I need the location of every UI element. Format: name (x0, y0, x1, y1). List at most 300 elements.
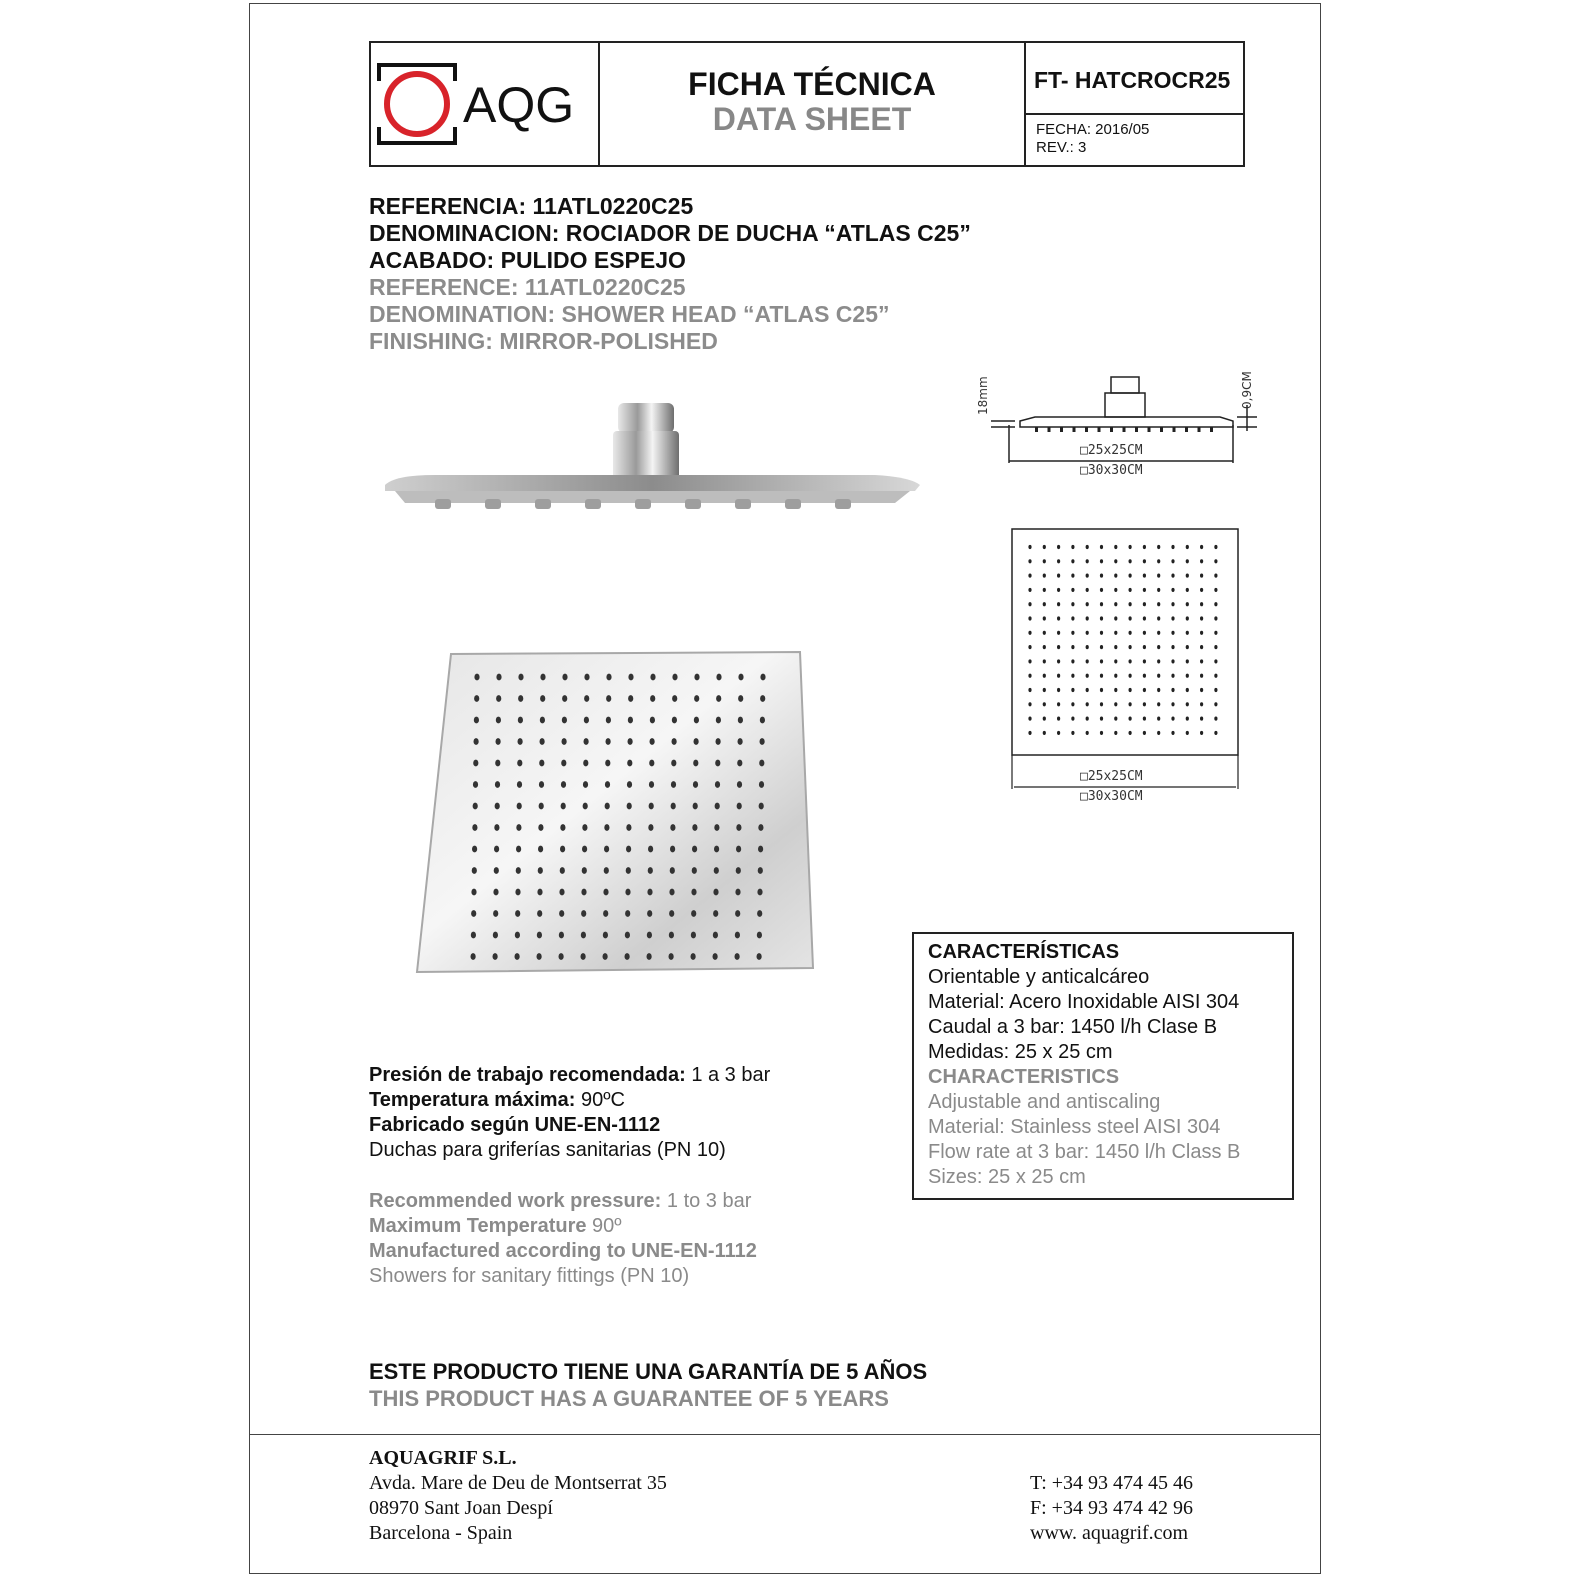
nozzle-dot (670, 867, 675, 874)
nozzle-dot (1057, 545, 1060, 549)
nozzle-dot (691, 932, 696, 939)
height-label: 18mm (976, 376, 990, 415)
nozzle-dot (584, 717, 589, 724)
nozzle-dot (562, 674, 567, 681)
top-inner-label: □25x25CM (1080, 769, 1143, 784)
nozzle-dot (669, 910, 674, 917)
nozzle-dot (692, 846, 697, 853)
nozzle-dot (606, 674, 611, 681)
phone: T: +34 93 474 45 46 (1030, 1472, 1194, 1494)
website-link[interactable]: www. aquagrif.com (1030, 1522, 1189, 1544)
footer-address (369, 1446, 667, 1546)
usage-es: Duchas para griferías sanitarias (PN 10) (369, 1139, 726, 1161)
nozzle-dot (1057, 659, 1060, 663)
document-date: FECHA: 2016/05 (1036, 121, 1150, 138)
nozzle-dot (584, 695, 589, 702)
nozzle-dot (647, 910, 652, 917)
nozzle-dot (713, 953, 718, 960)
nozzle-dot (735, 932, 740, 939)
nozzle-dot (1157, 631, 1160, 635)
nozzle-dot (516, 867, 521, 874)
nozzle-dot (1057, 574, 1060, 578)
nozzle-dot (1100, 674, 1103, 678)
nozzle-dot (1143, 674, 1146, 678)
specs-en (369, 1189, 757, 1289)
nozzle-dot (494, 824, 499, 831)
nozzle-dot (625, 889, 630, 896)
top-technical-drawing (1010, 527, 1250, 817)
nozzle-dot (1186, 602, 1189, 606)
finish-en: FINISHING: MIRROR-POLISHED (369, 328, 718, 354)
pressure-value-en: 1 to 3 bar (661, 1190, 752, 1212)
nozzle-dot (1114, 588, 1117, 592)
nozzle-dot (495, 803, 500, 810)
nozzle-dot (540, 695, 545, 702)
nozzle-dot (713, 910, 718, 917)
nozzle-dot (1214, 631, 1217, 635)
specs-es (369, 1063, 770, 1163)
nozzle-dot (540, 717, 545, 724)
nozzle-dot (1028, 588, 1031, 592)
nozzle-dot (494, 867, 499, 874)
nozzle-dot (1200, 731, 1203, 735)
nozzle-mark (1173, 427, 1176, 432)
nozzle-dot (1071, 645, 1074, 649)
nozzle-dot (562, 695, 567, 702)
nozzle-dot (1028, 717, 1031, 721)
nozzle-dot (715, 760, 720, 767)
nozzle-dot (604, 867, 609, 874)
nozzle-dot (1129, 631, 1132, 635)
nozzle-dot (1057, 717, 1060, 721)
nozzle-dot (539, 781, 544, 788)
nozzle-dot (714, 846, 719, 853)
nozzle-dot (628, 717, 633, 724)
nozzle-dot (1100, 588, 1103, 592)
nozzle-dot (649, 760, 654, 767)
nozzle-dot (649, 803, 654, 810)
nozzle-dot (518, 717, 523, 724)
nozzle-dot (669, 932, 674, 939)
nozzle-dot (1100, 574, 1103, 578)
nozzle-dot (473, 803, 478, 810)
nozzle-dot (515, 953, 520, 960)
nozzle-dot (1214, 616, 1217, 620)
nozzle-dot (538, 846, 543, 853)
footer-divider (249, 1434, 1321, 1435)
nozzle-dot (1043, 688, 1046, 692)
characteristic-es-item: Medidas: 25 x 25 cm (928, 1041, 1113, 1063)
nozzle-dot (1028, 602, 1031, 606)
nozzle-dot (672, 695, 677, 702)
nozzle-dot (1043, 659, 1046, 663)
nozzle-mark (1048, 427, 1051, 432)
nozzle-dot (760, 738, 765, 745)
nozzle-dot (1086, 731, 1089, 735)
nozzle-mark (1035, 427, 1038, 432)
nozzle-dot (692, 867, 697, 874)
nozzle-dot (1071, 574, 1074, 578)
nozzle-dot (1071, 674, 1074, 678)
nozzle-dot (493, 953, 498, 960)
nozzle-dot (1157, 602, 1160, 606)
nozzle-dot (1028, 659, 1031, 663)
nozzle-dot (1071, 659, 1074, 663)
nozzle-dot (1171, 602, 1174, 606)
nozzle-dot (1171, 559, 1174, 563)
spec-block (369, 193, 971, 355)
nozzle-dot (1171, 702, 1174, 706)
nozzle-dot (1114, 717, 1117, 721)
nozzle-dot (1129, 674, 1132, 678)
nozzle-dot (1057, 674, 1060, 678)
nozzle-dot (1157, 688, 1160, 692)
nozzle-dot (738, 674, 743, 681)
nozzle-dot (694, 717, 699, 724)
nozzle-dot (1143, 631, 1146, 635)
nozzle-dot (1071, 616, 1074, 620)
nozzle-dot (1129, 702, 1132, 706)
nozzle-dot (560, 867, 565, 874)
nozzle-dot (1214, 574, 1217, 578)
nozzle-dot (1157, 702, 1160, 706)
name-es: DENOMINACION: ROCIADOR DE DUCHA “ATLAS C25” (369, 220, 971, 246)
nozzle-dot (649, 781, 654, 788)
address-line: Avda. Mare de Deu de Montserrat 35 (369, 1472, 667, 1494)
nozzle-dot (1114, 631, 1117, 635)
nozzle-dot (604, 824, 609, 831)
nozzle-dot (650, 717, 655, 724)
nozzle-dot (1214, 602, 1217, 606)
nozzle-dot (1157, 574, 1160, 578)
nozzle-dot (584, 738, 589, 745)
nozzle-dot (605, 803, 610, 810)
nozzle-dot (650, 695, 655, 702)
nozzle-dot (1143, 717, 1146, 721)
nozzle-dot (1129, 717, 1132, 721)
nozzle-dot (1086, 588, 1089, 592)
title-es: FICHA TÉCNICA (688, 66, 936, 102)
nozzle-dot (496, 674, 501, 681)
nozzle-dot (669, 889, 674, 896)
nozzle-dot (760, 674, 765, 681)
nozzle-dot (1143, 645, 1146, 649)
nozzle-dot (474, 717, 479, 724)
nozzle-dot (648, 824, 653, 831)
nozzle-dot (670, 824, 675, 831)
nozzle-dot (1043, 631, 1046, 635)
nozzle-dot (1071, 631, 1074, 635)
nozzle-dot (603, 889, 608, 896)
nozzle-dot (493, 910, 498, 917)
nozzle-dot (1143, 559, 1146, 563)
nozzle-dot (516, 824, 521, 831)
nozzle-dot (758, 824, 763, 831)
nozzle-dot (1157, 545, 1160, 549)
nozzle-dot (1114, 645, 1117, 649)
nozzle-dot (561, 781, 566, 788)
nozzle-dot (1114, 674, 1117, 678)
nozzle-dot (1129, 645, 1132, 649)
nozzle-dot (493, 932, 498, 939)
nozzle-dot (1057, 602, 1060, 606)
nozzle-dot (672, 674, 677, 681)
nozzle-dot (471, 889, 476, 896)
nozzle-dot (1028, 674, 1031, 678)
nozzle-dot (603, 932, 608, 939)
nozzle-dot (1214, 717, 1217, 721)
nozzle-dot (1200, 659, 1203, 663)
characteristic-en-item: Flow rate at 3 bar: 1450 l/h Class B (928, 1141, 1241, 1163)
nozzle-dot (1171, 588, 1174, 592)
nozzle-dot (691, 910, 696, 917)
nozzle-dot (471, 953, 476, 960)
nozzle-dot (670, 846, 675, 853)
nozzle-dot (1214, 559, 1217, 563)
nozzle-dot (1129, 731, 1132, 735)
side-inner-label: □25x25CM (1080, 443, 1143, 458)
nozzle-dot (603, 910, 608, 917)
nozzle-dot (1171, 545, 1174, 549)
nozzle-dot (496, 695, 501, 702)
temp-label-en: Maximum Temperature (369, 1215, 587, 1237)
nozzle-dot (1086, 688, 1089, 692)
nozzle-dot (471, 932, 476, 939)
nozzle-dot (583, 781, 588, 788)
nozzle-dot (516, 846, 521, 853)
nozzle-dot (1043, 574, 1046, 578)
nozzle-dot (1100, 545, 1103, 549)
nozzle-mark (1160, 427, 1163, 432)
nozzle-dot (1186, 702, 1189, 706)
nozzle-dot (693, 760, 698, 767)
nozzle-dot (474, 738, 479, 745)
nozzle-dot (757, 953, 762, 960)
characteristic-en-item: Adjustable and antiscaling (928, 1091, 1161, 1113)
nozzle-dot (1129, 659, 1132, 663)
nozzle-dot (716, 738, 721, 745)
nozzle-dot (713, 932, 718, 939)
nozzle-dot (583, 803, 588, 810)
nozzle-mark (1185, 427, 1188, 432)
nozzle-dot (714, 867, 719, 874)
nozzle-dot (1057, 731, 1060, 735)
nozzle-dot (693, 803, 698, 810)
top-outer-label: □30x30CM (1080, 789, 1143, 804)
nozzle-dot (1157, 645, 1160, 649)
nozzle-dot (472, 846, 477, 853)
nozzle-dot (583, 760, 588, 767)
nozzle-dot (1071, 545, 1074, 549)
nozzle-dot (625, 953, 630, 960)
nozzle-dot (1186, 731, 1189, 735)
nozzle-dot (1086, 702, 1089, 706)
nozzle-dot (582, 824, 587, 831)
nozzle-dot (1043, 588, 1046, 592)
nozzle-dot (1186, 717, 1189, 721)
nozzle-dot (1157, 674, 1160, 678)
nozzle-mark (1098, 427, 1101, 432)
nozzle-dot (495, 781, 500, 788)
nozzle-dot (606, 738, 611, 745)
nozzle-dot (472, 867, 477, 874)
ref-es: REFERENCIA: 11ATL0220C25 (369, 193, 694, 219)
nozzle-dot (1143, 602, 1146, 606)
nozzle-dot (1028, 631, 1031, 635)
nozzle-dot (1043, 645, 1046, 649)
nozzle-dot (1086, 616, 1089, 620)
nozzle-dot (1214, 702, 1217, 706)
nozzle-dot (1143, 702, 1146, 706)
nozzle-dot (1028, 559, 1031, 563)
characteristics-title-en: CHARACTERISTICS (928, 1066, 1120, 1088)
nozzle-dot (1129, 559, 1132, 563)
nozzle-dot (1214, 645, 1217, 649)
nozzle-dot (1100, 659, 1103, 663)
nozzle-dot (1114, 559, 1117, 563)
warranty-en: THIS PRODUCT HAS A GUARANTEE OF 5 YEARS (369, 1386, 889, 1411)
nozzle-dot (735, 953, 740, 960)
nozzle-dot (1071, 717, 1074, 721)
nozzle-dot (1200, 631, 1203, 635)
nozzle-dot (538, 867, 543, 874)
nozzle-dot (757, 889, 762, 896)
nozzle-dot (1143, 588, 1146, 592)
nozzle-dot (606, 695, 611, 702)
nozzle-dot (1043, 702, 1046, 706)
thickness-label: 0,9CM (1240, 371, 1254, 409)
nozzle-dot (627, 803, 632, 810)
characteristic-es-item: Material: Acero Inoxidable AISI 304 (928, 991, 1240, 1013)
temp-label-es: Temperatura máxima: (369, 1089, 576, 1111)
nozzle-dot (625, 910, 630, 917)
nozzle-dot (647, 889, 652, 896)
nozzle-dot (493, 889, 498, 896)
nozzle-dot (626, 867, 631, 874)
nozzle-dot (757, 932, 762, 939)
nozzle-dot (628, 674, 633, 681)
nozzle-dot (518, 674, 523, 681)
nozzle-dot (515, 932, 520, 939)
nozzle-dot (584, 674, 589, 681)
nozzle-dot (1200, 717, 1203, 721)
nozzle-dot (605, 781, 610, 788)
nozzle-dot (606, 717, 611, 724)
nozzle-dot (1028, 616, 1031, 620)
nozzle-dot (738, 695, 743, 702)
nozzle-dot (671, 760, 676, 767)
nozzle-dot (736, 824, 741, 831)
nozzle-dot (1100, 631, 1103, 635)
temp-value-en: 90º (586, 1215, 622, 1237)
nozzle-dot (757, 910, 762, 917)
nozzle-dot (1086, 602, 1089, 606)
nozzle-dot (647, 953, 652, 960)
nozzle-dot (1071, 688, 1074, 692)
standard-es: Fabricado según UNE-EN-1112 (369, 1114, 661, 1136)
pressure-label-en: Recommended work pressure: (369, 1190, 662, 1212)
nozzle-dot (1028, 731, 1031, 735)
nozzle-dot (672, 717, 677, 724)
nozzle-dot (472, 824, 477, 831)
nozzle-mark (1198, 427, 1201, 432)
nozzle-dot (1100, 602, 1103, 606)
characteristic-es-item: Caudal a 3 bar: 1450 l/h Clase B (928, 1016, 1218, 1038)
nozzle-dot (1043, 674, 1046, 678)
side-technical-drawing (975, 355, 1265, 485)
address-line: 08970 Sant Joan Despí (369, 1497, 553, 1519)
nozzle-dot (671, 781, 676, 788)
code-cell (1026, 43, 1243, 165)
nozzle-dot (1200, 616, 1203, 620)
nozzle-dot (1171, 731, 1174, 735)
nozzle-dot (759, 781, 764, 788)
nozzle-mark (1210, 427, 1213, 432)
nozzle-dot (1143, 616, 1146, 620)
nozzle-dot (517, 781, 522, 788)
characteristics-box (912, 932, 1294, 1200)
nozzle-dot (581, 910, 586, 917)
characteristic-es-item: Orientable y anticalcáreo (928, 966, 1150, 988)
nozzle-dot (758, 867, 763, 874)
nozzle-dot (1171, 616, 1174, 620)
nozzle-dot (628, 695, 633, 702)
nozzle-dot (561, 803, 566, 810)
nozzle-dot (518, 695, 523, 702)
nozzle-dot (1086, 545, 1089, 549)
nozzle-dot (735, 910, 740, 917)
nozzle-dot (1043, 602, 1046, 606)
nozzle-dot (1086, 645, 1089, 649)
nozzle-dot (515, 910, 520, 917)
nozzle-dot (560, 824, 565, 831)
nozzle-dot (1129, 616, 1132, 620)
nozzle-dot (1028, 702, 1031, 706)
nozzle-dot (495, 760, 500, 767)
nozzle-dot (604, 846, 609, 853)
nozzle-dot (1129, 588, 1132, 592)
nozzle-dot (1214, 731, 1217, 735)
fax: F: +34 93 474 42 96 (1030, 1497, 1193, 1519)
nozzle-dot (1157, 616, 1160, 620)
nozzle-dot (582, 846, 587, 853)
nozzle-dot (1100, 616, 1103, 620)
nozzle-dot (471, 910, 476, 917)
nozzle-dot (1171, 659, 1174, 663)
nozzle-dot (1114, 702, 1117, 706)
nozzle-dot (1086, 659, 1089, 663)
nozzle-dot (559, 889, 564, 896)
pressure-label-es: Presión de trabajo recomendada: (369, 1064, 686, 1086)
nozzle-dot (1100, 702, 1103, 706)
nozzle-dot (581, 932, 586, 939)
nozzle-dot (1057, 645, 1060, 649)
nozzle-dot (1200, 674, 1203, 678)
nozzle-dot (692, 824, 697, 831)
nozzle-dot (648, 867, 653, 874)
nozzle-dot (1200, 588, 1203, 592)
nozzle-dot (1214, 659, 1217, 663)
nozzle-dot (1129, 688, 1132, 692)
nozzle-dot (736, 867, 741, 874)
nozzle-dot (714, 824, 719, 831)
nozzle-dot (1057, 588, 1060, 592)
nozzle-dot (473, 781, 478, 788)
nozzle-dot (1186, 574, 1189, 578)
nozzle-dot (1100, 559, 1103, 563)
nozzle-dot (1186, 645, 1189, 649)
nozzle-dot (736, 846, 741, 853)
